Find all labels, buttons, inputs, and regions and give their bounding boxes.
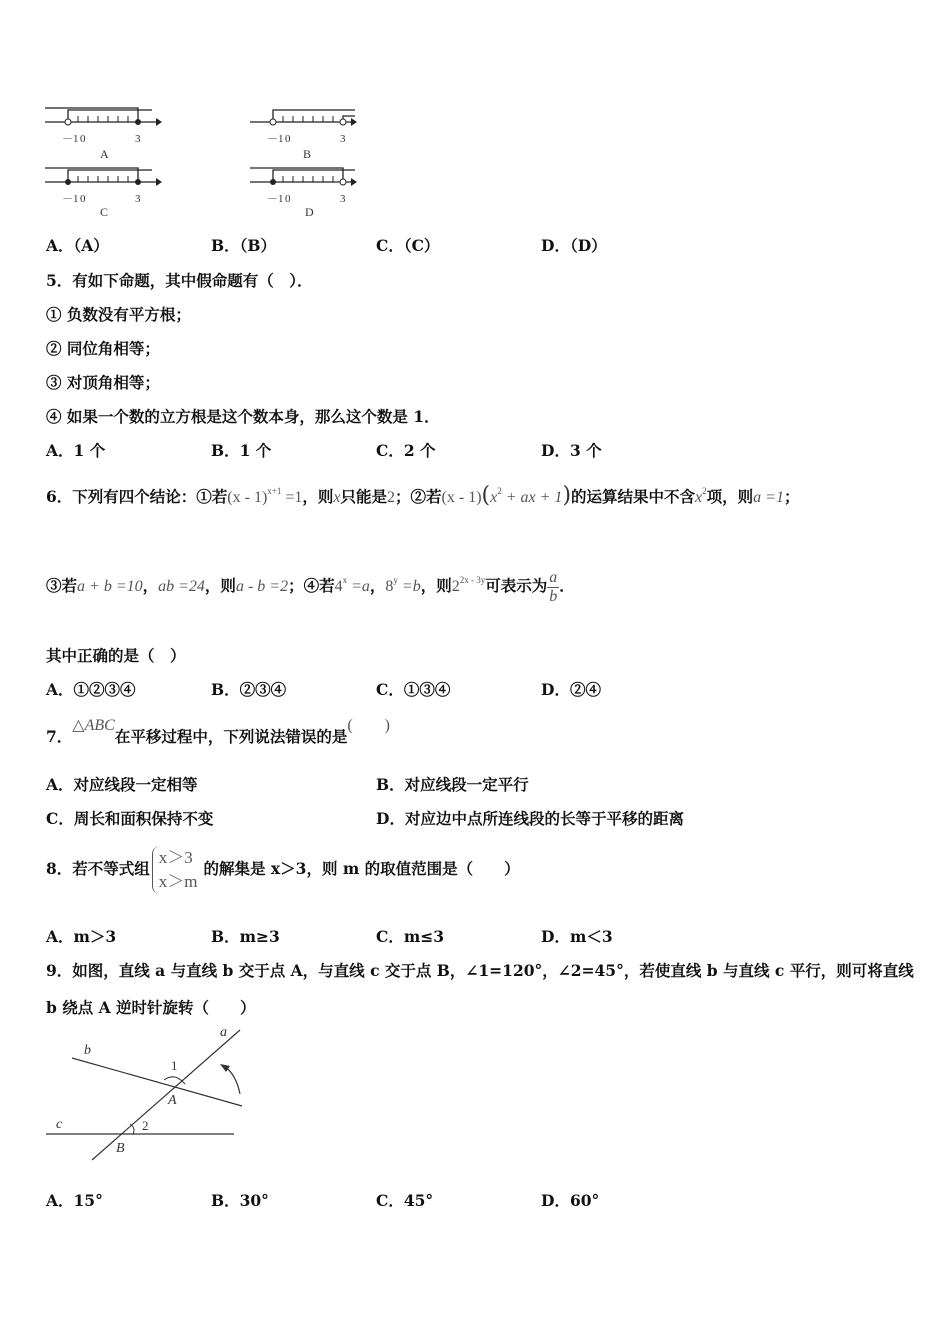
label-angle-1: 1 — [171, 1058, 178, 1073]
q6-option-d[interactable]: D．②④ — [541, 680, 601, 699]
q5-option-c[interactable]: C．2 个 — [376, 441, 436, 460]
q8-stem: 8．若不等式组 x＞3 x＞m 的解集是 x＞3，则 m 的取值范围是（ ） — [46, 843, 520, 895]
q9-stem-line2: b 绕点 A 逆时针旋转（ ） — [46, 998, 256, 1017]
tick-label: 0 — [80, 193, 86, 205]
q6-line1: 6．下列有四个结论：①若(x - 1)$^{x+1}$ =1，则x只能是2；②若$(x - 1)(x^2$ + ax + 1)的运算结果中不含$x^2$项，则a =1； — [46, 483, 800, 508]
q5-item-2: ② 同位角相等； — [46, 339, 160, 358]
tick-label: 0 — [285, 193, 291, 205]
q5-option-d[interactable]: D．3 个 — [541, 441, 602, 460]
q4-option-b[interactable]: B．（B） — [211, 236, 276, 255]
tick-label: 3 — [135, 193, 141, 205]
q9-option-a[interactable]: A．15° — [46, 1191, 103, 1210]
label-b: b — [84, 1043, 91, 1058]
q5-item-4: ④ 如果一个数的立方根是这个数本身，那么这个数是 1． — [46, 407, 440, 426]
q6-option-a[interactable]: A．①②③④ — [46, 680, 136, 699]
numberline-a — [45, 108, 162, 161]
q4-option-c[interactable]: C．（C） — [376, 236, 440, 255]
inequality-system: x＞3 x＞m — [152, 846, 198, 894]
q6-option-c[interactable]: C．①③④ — [376, 680, 451, 699]
q5-item-3: ③ 对顶角相等； — [46, 373, 160, 392]
q9-option-b[interactable]: B．30° — [211, 1191, 269, 1210]
q4-option-d[interactable]: D．（D） — [541, 236, 607, 255]
q5-option-b[interactable]: B．1 个 — [211, 441, 272, 460]
numberline-d — [250, 168, 357, 218]
q9-option-c[interactable]: C．45° — [376, 1191, 434, 1210]
q7-option-c[interactable]: C．周长和面积保持不变 — [46, 809, 214, 828]
figure-label: D — [305, 205, 314, 218]
figure-label: A — [100, 147, 109, 161]
q8-option-c[interactable]: C．m≤3 — [376, 927, 445, 946]
tick-label: 3 — [340, 193, 346, 205]
q9-figure — [44, 1024, 246, 1164]
tick-label: －1 — [62, 133, 79, 145]
q8-option-a[interactable]: A．m＞3 — [46, 927, 117, 946]
tick-label: 0 — [80, 133, 86, 145]
label-angle-2: 2 — [142, 1118, 149, 1133]
tick-label: 3 — [340, 133, 346, 145]
q7-option-b[interactable]: B．对应线段一定平行 — [376, 775, 529, 794]
q7-option-d[interactable]: D．对应边中点所连线段的长等于平移的距离 — [376, 809, 684, 828]
q8-option-b[interactable]: B．m≥3 — [211, 927, 280, 946]
q5-stem: 5．有如下命题，其中假命题有（ ）． — [46, 271, 313, 290]
tick-label: －1 — [267, 133, 284, 145]
numberline-b — [250, 110, 357, 161]
q6-option-b[interactable]: B．②③④ — [211, 680, 287, 699]
q9-stem-line1: 9．如图，直线 a 与直线 b 交于点 A，与直线 c 交于点 B，∠1=120°，∠2=45°，若使直线 b 与直线 c 平行，则可将直线 — [46, 961, 914, 980]
tick-label: －1 — [267, 193, 284, 205]
q5-option-a[interactable]: A．1 个 — [46, 441, 106, 460]
numberline-figures — [40, 100, 370, 218]
q8-option-d[interactable]: D．m＜3 — [541, 927, 613, 946]
tick-label: 0 — [285, 133, 291, 145]
q6-line2: ③若a + b =10，ab =24，则a - b =2；④若$4^x =a$，$8^y =b$，则$2^{2x - 3y}$可表示为 $\frac{a}{b}$ ． — [46, 568, 575, 605]
q7-option-a[interactable]: A．对应线段一定相等 — [46, 775, 198, 794]
fraction-a-over-b: $\frac{a}{b}$ — [549, 568, 558, 605]
q6-question: 其中正确的是（ ） — [46, 646, 186, 665]
label-point-a: A — [168, 1093, 177, 1108]
q5-item-1: ① 负数没有平方根； — [46, 305, 191, 324]
numberline-c — [45, 168, 162, 218]
label-a: a — [220, 1025, 227, 1040]
q9-option-d[interactable]: D．60° — [541, 1191, 600, 1210]
tick-label: －1 — [62, 193, 79, 205]
figure-label: B — [303, 147, 312, 161]
tick-label: 3 — [135, 133, 141, 145]
figure-label: C — [100, 205, 109, 218]
label-point-b: B — [116, 1141, 125, 1156]
label-c: c — [56, 1117, 63, 1132]
q4-option-a[interactable]: A．（A） — [46, 236, 109, 255]
q7-stem: 7．△ABC在平移过程中，下列说法错误的是( ) — [46, 717, 391, 746]
